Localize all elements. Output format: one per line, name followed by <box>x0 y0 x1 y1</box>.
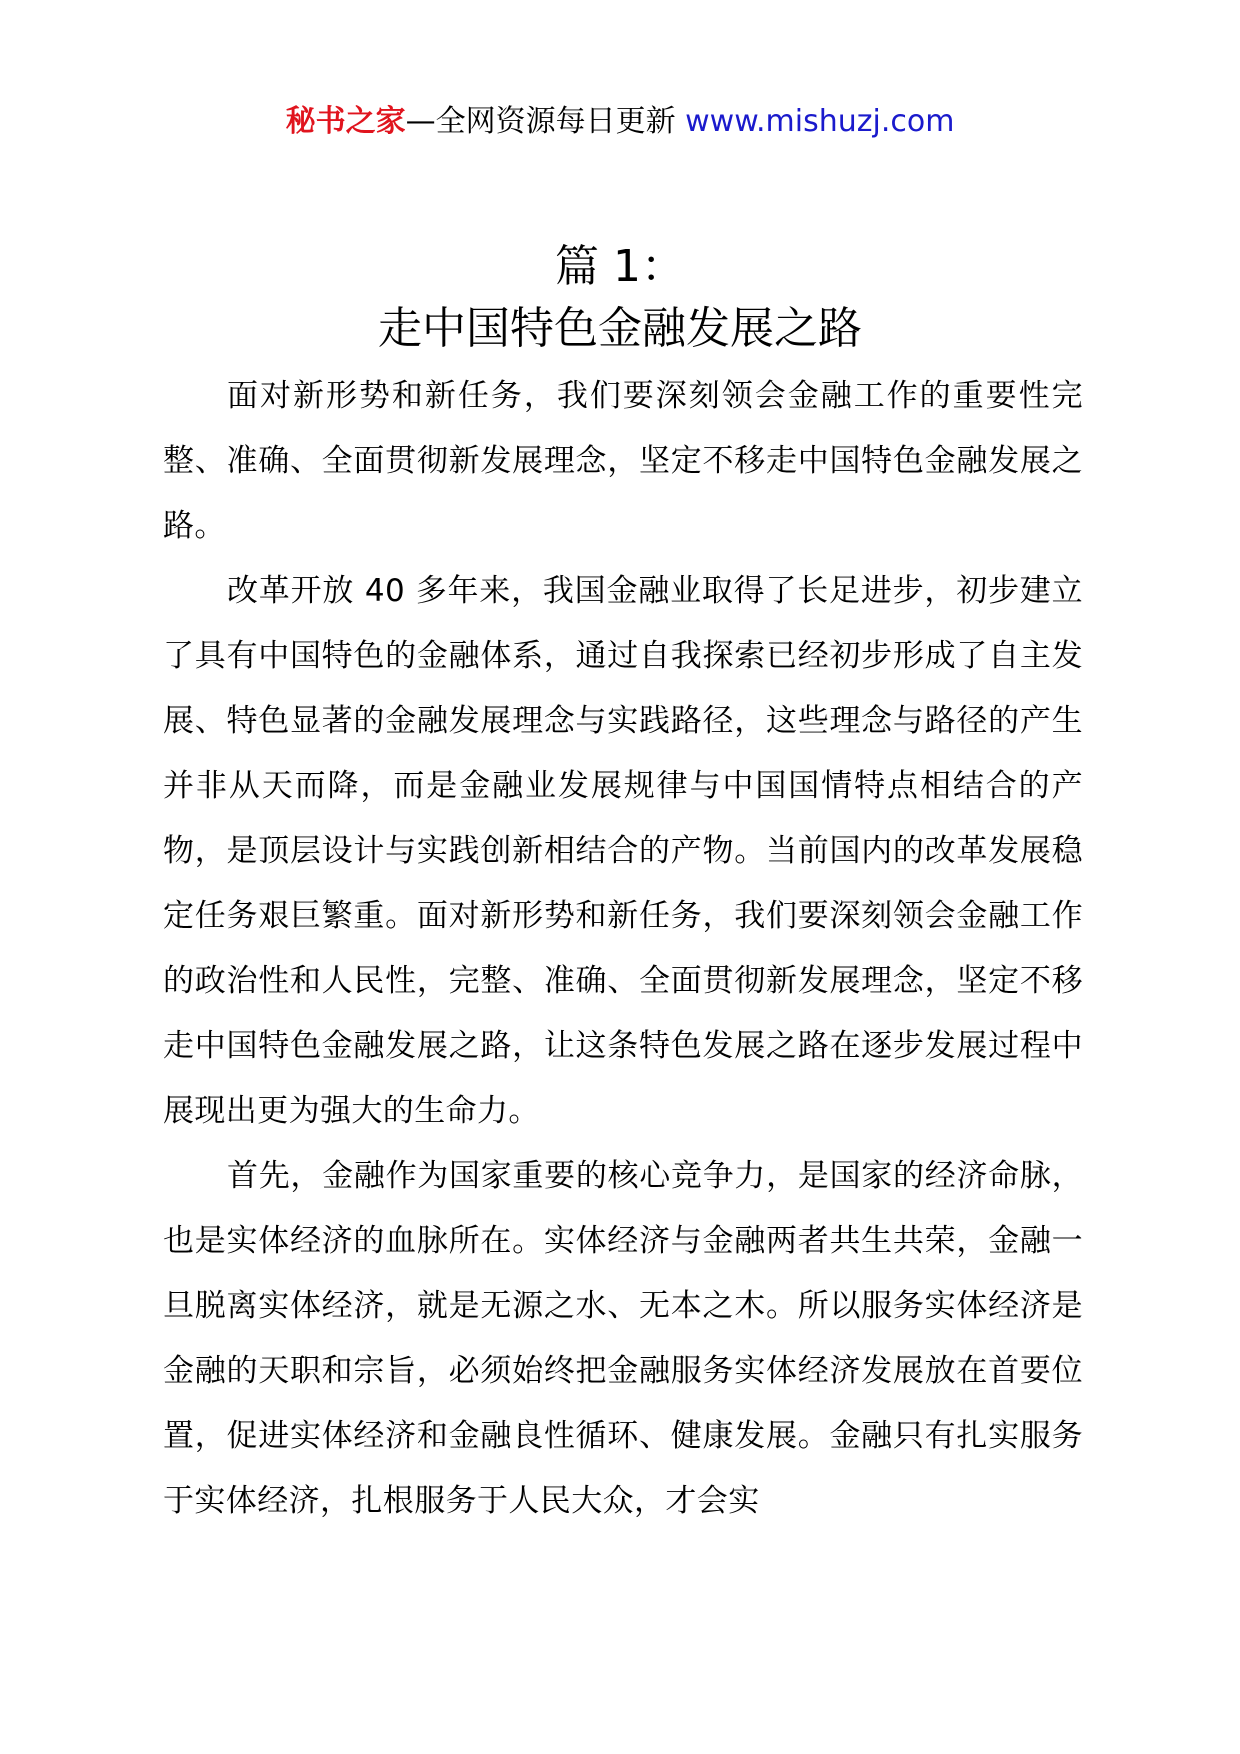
paragraph-3: 首先，金融作为国家重要的核心竞争力，是国家的经济命脉，也是实体经济的血脉所在。实体经济与金融两者共生共荣，金融一旦脱离实体经济，就是无源之水、无本之木。所以服务实体经济是金融的天职和宗旨，必须始终把金融服务实体经济发展放在首要位置，促进实体经济和金融良性循环、健康发展。金融只有扎实服务于实体经济，扎根服务于人民大众，才会实 <box>163 1158 1083 1519</box>
article-title: 走中国特色金融发展之路 <box>378 303 862 354</box>
paragraph-2: 改革开放 40 多年来，我国金融业取得了长足进步，初步建立了具有中国特色的金融体系，通过自我探索已经初步形成了自主发展、特色显著的金融发展理念与实践路径，这些理念与路径的产生并非从天而降，而是金融业发展规律与中国国情特点相结合的产物，是顶层设计与实践创新相结合的产物。当前国内的改革发展稳定任务艰巨繁重。面对新形势和新任务，我们要深刻领会金融工作的政治性和人民性，完整、准确、全面贯彻新发展理念，坚定不移走中国特色金融发展之路，让这条特色发展之路在逐步发展过程中展现出更为强大的生命力。 <box>163 573 1083 1129</box>
site-url[interactable]: www.mishuzj.com <box>685 104 955 139</box>
chapter-heading: 篇 1： <box>555 241 685 292</box>
title-block <box>0 236 1240 360</box>
brand-name: 秘书之家 <box>285 104 406 139</box>
paragraph-1: 面对新形势和新任务，我们要深刻领会金融工作的重要性完整、准确、全面贯彻新发展理念，坚定不移走中国特色金融发展之路。 <box>163 378 1083 544</box>
site-header <box>0 100 1240 144</box>
article-body <box>163 364 1083 1534</box>
header-slogan: —全网资源每日更新 <box>405 104 686 139</box>
